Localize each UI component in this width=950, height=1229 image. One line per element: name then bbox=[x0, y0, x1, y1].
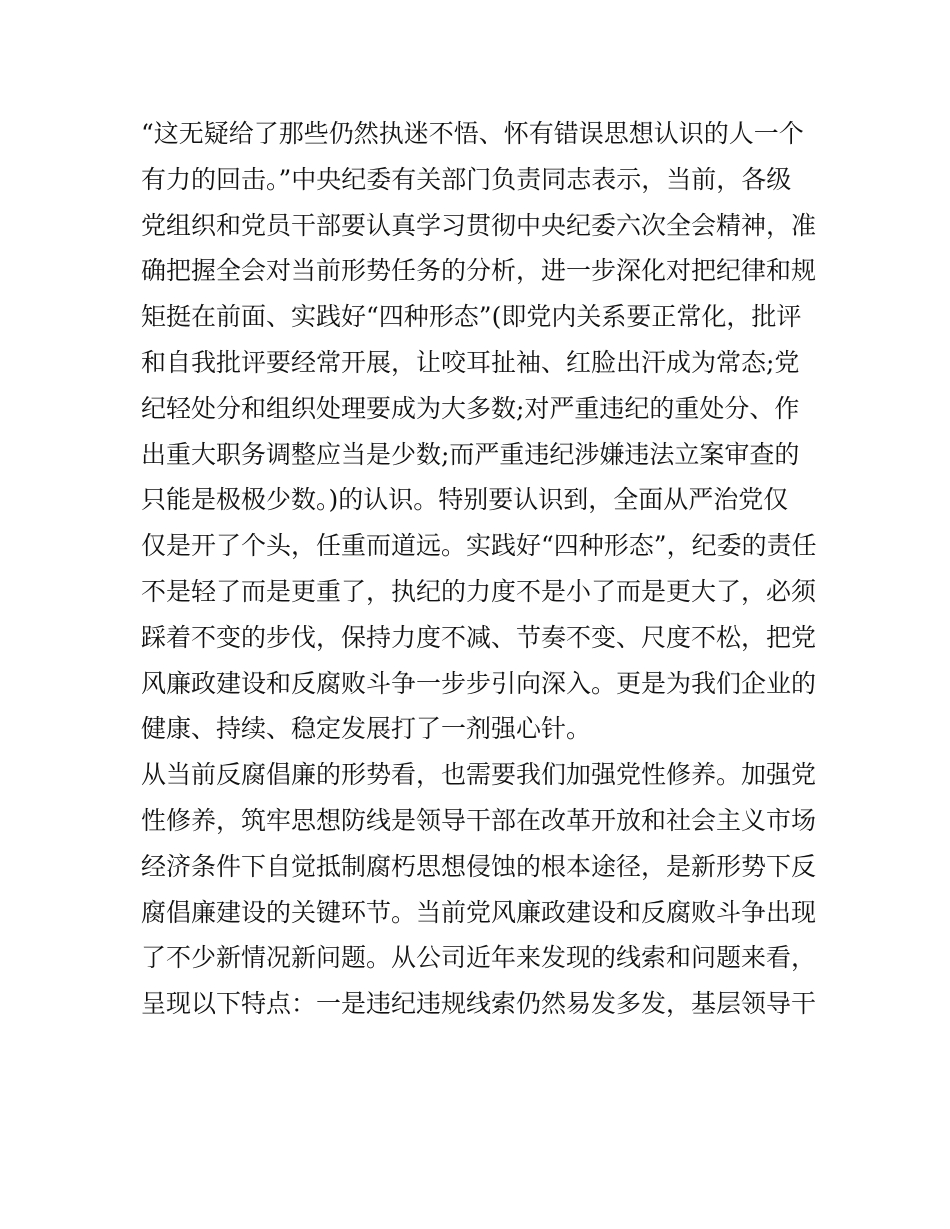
text-line: 不是轻了而是更重了，执纪的力度不是小了而是更大了，必须 bbox=[141, 576, 817, 606]
text-line: 确把握全会对当前形势任务的分析，进一步深化对把纪律和规 bbox=[141, 256, 817, 286]
text-line: 呈现以下特点：一是违纪违规线索仍然易发多发，基层领导干 bbox=[141, 989, 817, 1019]
text-line: 从当前反腐倡廉的形势看，也需要我们加强党性修养。加强党 bbox=[141, 760, 817, 790]
text-line: 风廉政建设和反腐败斗争一步步引向深入。更是为我们企业的 bbox=[141, 668, 817, 698]
text-line: 仅是开了个头，任重而道远。实践好“四种形态”，纪委的责任 bbox=[141, 531, 817, 561]
text-line: 腐倡廉建设的关键环节。当前党风廉政建设和反腐败斗争出现 bbox=[141, 897, 817, 927]
text-line: 经济条件下自觉抵制腐朽思想侵蚀的根本途径，是新形势下反 bbox=[141, 851, 817, 881]
text-line: 出重大职务调整应当是少数;而严重违纪涉嫌违法立案审查的 bbox=[141, 439, 800, 469]
text-line: 健康、持续、稳定发展打了一剂强心针。 bbox=[141, 714, 592, 744]
text-line: 只能是极极少数。)的认识。特别要认识到，全面从严治党仅 bbox=[141, 485, 789, 515]
text-line: 踩着不变的步伐，保持力度不减、节奏不变、尺度不松，把党 bbox=[141, 622, 817, 652]
text-line: 有力的回击。”中央纪委有关部门负责同志表示，当前，各级 bbox=[141, 164, 792, 194]
text-line: 党组织和党员干部要认真学习贯彻中央纪委六次全会精神，准 bbox=[141, 210, 817, 240]
text-line: 矩挺在前面、实践好“四种形态”(即党内关系要正常化，批评 bbox=[141, 302, 802, 332]
text-line: “这无疑给了那些仍然执迷不悟、怀有错误思想认识的人一个 bbox=[141, 119, 804, 148]
text-line: 纪轻处分和组织处理要成为大多数;对严重违纪的重处分、作 bbox=[141, 393, 800, 423]
text-line: 性修养，筑牢思想防线是领导干部在改革开放和社会主义市场 bbox=[141, 805, 817, 835]
text-line: 和自我批评要经常开展，让咬耳扯袖、红脸出汗成为常态;党 bbox=[141, 347, 800, 377]
body-text bbox=[141, 111, 821, 1027]
text-line: 了不少新情况新问题。从公司近年来发现的线索和问题来看， bbox=[141, 943, 817, 973]
